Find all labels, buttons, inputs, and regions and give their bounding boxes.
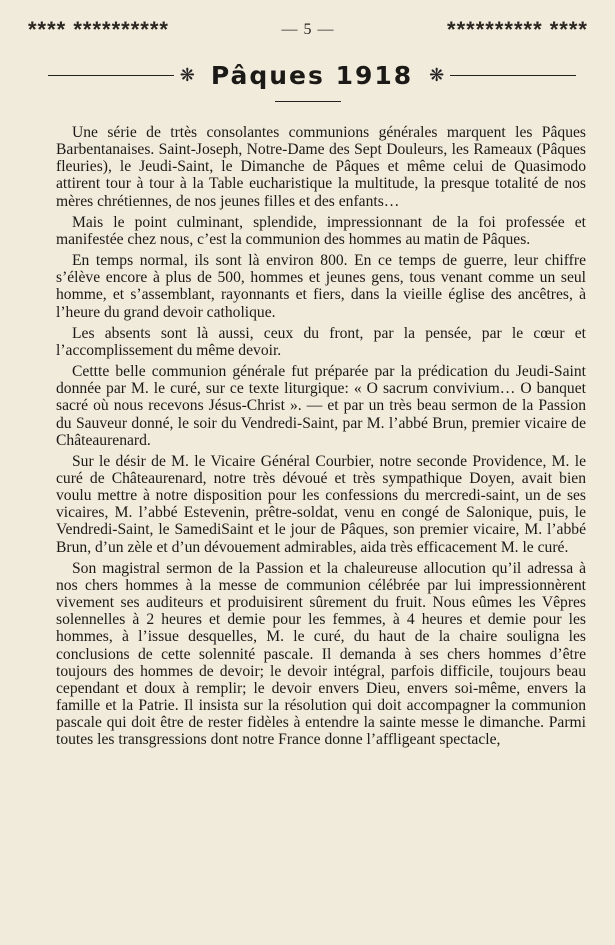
paragraph: Cettte belle communion générale fut préparée par la prédication du Jeudi-Saint donnée par M. le curé, sur ce texte liturgique: « O sacrum convivium… O banquet sacré où nous recevons Jésus-Christ ». — et par un très beau sermon de la Passion du Sauveur donné, le soir du Vendredi-Saint, par M. l’abbé Brun, premier vicaire de Châteaurenard. — [56, 363, 586, 449]
title-rule-left — [48, 75, 174, 76]
paragraph: Une série de trtès consolantes communions générales marquent les Pâques Barbentanaises. Saint-Joseph, Notre-Dame des Sept Douleurs, les Rameaux (Pâques fleuries), le Jeudi-Saint, le Dimanche de Pâques et même celui de Quasimodo attirent tour à tour à la Table eucharistique la multitude, la presque totalité de nos mères chrétiennes, de nos jeunes filles et des enfants… — [56, 124, 586, 210]
title-rule-right — [450, 75, 576, 76]
fleuron-right-icon: ❋ — [429, 64, 445, 85]
article-body — [56, 124, 586, 924]
paragraph: Son magistral sermon de la Passion et la chaleureuse allocution qu’il adressa à nos chers hommes à la messe de communion célébrée par lui impressionnèrent vivement ses auditeurs et produisirent sûrement du fruit. Nous eûmes les Vêpres solennelles à 2 heures et demie pour les femmes, à 4 heures et demie pour les hommes, à l’issue desquelles, M. le curé, du haut de la chaire souligna les conclusions de cette solennité pascale. Il demanda à ses chers hommes d’être toujours des hommes de devoir; le devoir intégral, parfois difficile, toujours beau cependant et doux à remplir; le devoir envers Dieu, envers soi-même, envers la famille et la Patrie. Il insista sur la résolution qui doit accompagner la communion pascale qui doit être de rester fidèles à entendre la sainte messe le dimanche. Parmi toutes les transgressions dont notre France donne l’affligeant spectacle, — [56, 559, 586, 749]
paragraph: Les absents sont là aussi, ceux du front, par la pensée, par le cœur et l’accomplissement du même devoir. — [56, 324, 586, 359]
paragraph: En temps normal, ils sont là environ 800. En ce temps de guerre, leur chiffre s’élève encore à plus de 500, hommes et jeunes gens, tous venant comme un seul homme, et s’assemblant, rayonnants et fiers, dans la vieille église des ancêtres, à l’heure du grand devoir catholique. — [56, 252, 586, 321]
page-header — [28, 18, 588, 42]
title-underline — [275, 101, 341, 102]
article-title: Pâques 1918 — [210, 60, 414, 90]
fleuron-left-icon: ❋ — [179, 64, 195, 85]
paragraph: Mais le point culminant, splendide, impressionnant de la foi professée et manifestée chez nous, c’est la communion des hommes au matin de Pâques. — [56, 213, 586, 248]
header-stars-right: ********** **** — [447, 17, 588, 42]
paragraph: Sur le désir de M. le Vicaire Général Courbier, notre seconde Providence, M. le curé de Châteaurenard, notre très dévoué et très sympathique Doyen, avait bien voulu mettre à notre disposition pour les confessions du mercredi-saint, un de ses vicaires, M. l’abbé Estevenin, prêtre-soldat, venu en congé de Salonique, puis, le Vendredi-Saint, le SamediSaint et le jour de Pâques, son premier vicaire, M. l’abbé Brun, d’un zèle et d’un dévouement admirables, aida très efficacement M. le curé. — [56, 452, 586, 556]
title-block — [48, 58, 576, 92]
header-stars-left: **** ********** — [28, 17, 169, 42]
page-number: — 5 — — [281, 21, 335, 38]
